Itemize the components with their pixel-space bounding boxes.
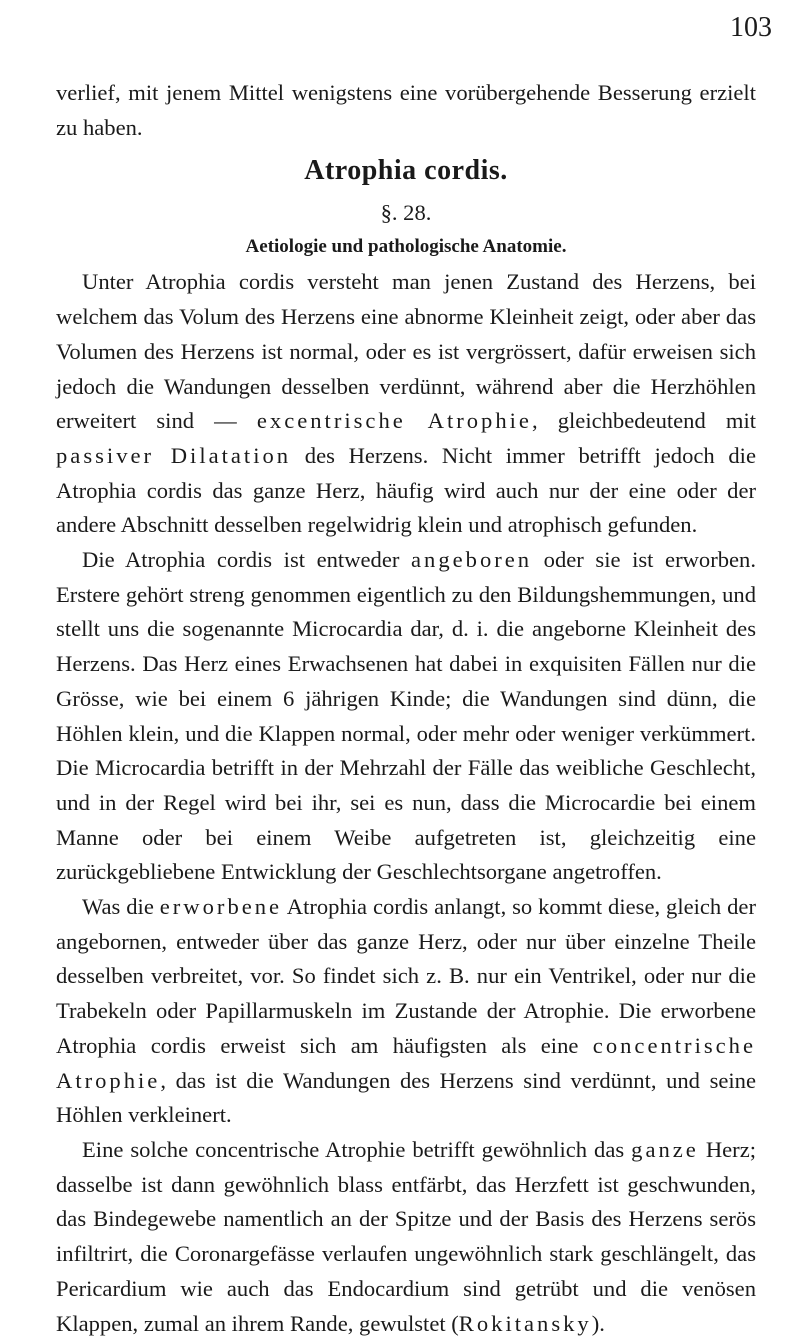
paragraph-2 xyxy=(56,543,756,890)
paragraph-2-text-a: Die Atrophia cordis ist entweder xyxy=(82,547,411,573)
term-ganze: ganze xyxy=(631,1136,699,1162)
term-erworbene: erworbene xyxy=(159,894,283,920)
term-passiver-dilatation: passiver Dilatation xyxy=(56,442,292,468)
paragraph-3 xyxy=(56,890,756,1133)
section-subtitle: Aetiologie und pathologische Anatomie. xyxy=(245,236,567,258)
page-number: 103 xyxy=(730,12,772,43)
paragraph-1-text-c: des Herzens. Nicht immer betrifft jedoch die Atrophia cordis das ganze Herz, häufig wird auch nur der eine oder der andere Abschnitt desselben regelwidrig klein und atrophisch gefunden. xyxy=(56,442,756,538)
paragraph-1-text-a: Unter Atrophia cordis versteht man jenen Zustand des Herzens, bei welchem das Volum des Herzens eine abnorme Kleinheit zeigt, oder aber das Volumen des Herzens ist normal, oder es ist vergrössert, dafür erweisen sich jedoch die Wandungen desselben verdünnt, während aber die Herzhöhlen erweitert sind — xyxy=(56,269,756,434)
paragraph-4 xyxy=(56,1133,756,1341)
term-angeboren: angeboren xyxy=(411,547,533,573)
paragraph-3-text-c: , das ist die Wandungen des Herzens sind verdünnt, und seine Höhlen verkleinert. xyxy=(56,1067,756,1128)
paragraph-4-text-a: Eine solche concentrische Atrophie betrifft gewöhnlich das xyxy=(82,1136,632,1162)
paragraph-3-text-b: Atrophia cordis anlangt, so kommt diese, gleich der angebornen, entweder über das ganze Herz, oder nur über einzelne Theile desselben verbreitet, vor. So findet sich z. B. nur ein Ventrikel, oder nur die Trabekeln oder Papillarmuskeln im Zustande der Atrophie. Die erworbene Atrophia cordis erweist sich am häufigsten als eine xyxy=(56,894,756,1058)
paragraph-4-text-c: ). xyxy=(591,1310,605,1336)
text-block xyxy=(56,76,756,1341)
paragraph-4-text-b: Herz; dasselbe ist dann gewöhnlich blass entfärbt, das Herzfett ist geschwunden, das Bindegewebe namentlich an der Spitze und der Basis des Herzens serös infiltrirt, die Coronargefässe verlaufen ungewöhnlich stark geschlängelt, das Pericardium wie auch das Endocardium sind getrübt und die venösen Klappen, zumal an ihrem Rande, gewulstet ( xyxy=(56,1136,757,1336)
section-number: §. 28. xyxy=(380,200,432,226)
term-excentrische-atrophie: excentrische Atrophie xyxy=(256,408,532,434)
paragraph-1 xyxy=(56,265,756,543)
intro-paragraph: verlief, mit jenem Mittel wenigstens eine vorübergehende Besserung erzielt zu haben. xyxy=(56,80,756,140)
paragraph-3-text-a: Was die xyxy=(82,894,160,920)
section-title: Atrophia cordis. xyxy=(304,155,508,187)
author-rokitansky: Rokitansky xyxy=(458,1310,592,1336)
paragraph-1-text-b: , gleichbedeutend mit xyxy=(531,408,757,434)
term-concentrische-atrophie: concentrische Atrophie xyxy=(56,1032,756,1093)
paragraph-2-text-b: oder sie ist erworben. Erstere gehört streng genommen eigentlich zu den Bildungshemmungen, und stellt uns die sogenannte Microcardia dar, d. i. die angeborne Kleinheit des Herzens. Das Herz eines Erwachsenen hat dabei in exquisiten Fällen nur die Grösse, wie bei einem 6 jährigen Kinde; die Wandungen sind dünn, die Höhlen klein, und die Klappen normal, oder mehr oder weniger verkümmert. Die Microcardia betrifft in der Mehrzahl der Fälle das weibliche Geschlecht, und in der Regel wird bei ihr, sei es nun, dass die Microcardie bei einem Manne oder bei einem Weibe aufgetreten ist, gleichzeitig eine zurückgebliebene Entwicklung der Geschlechtsorgane angetroffen. xyxy=(56,547,756,885)
